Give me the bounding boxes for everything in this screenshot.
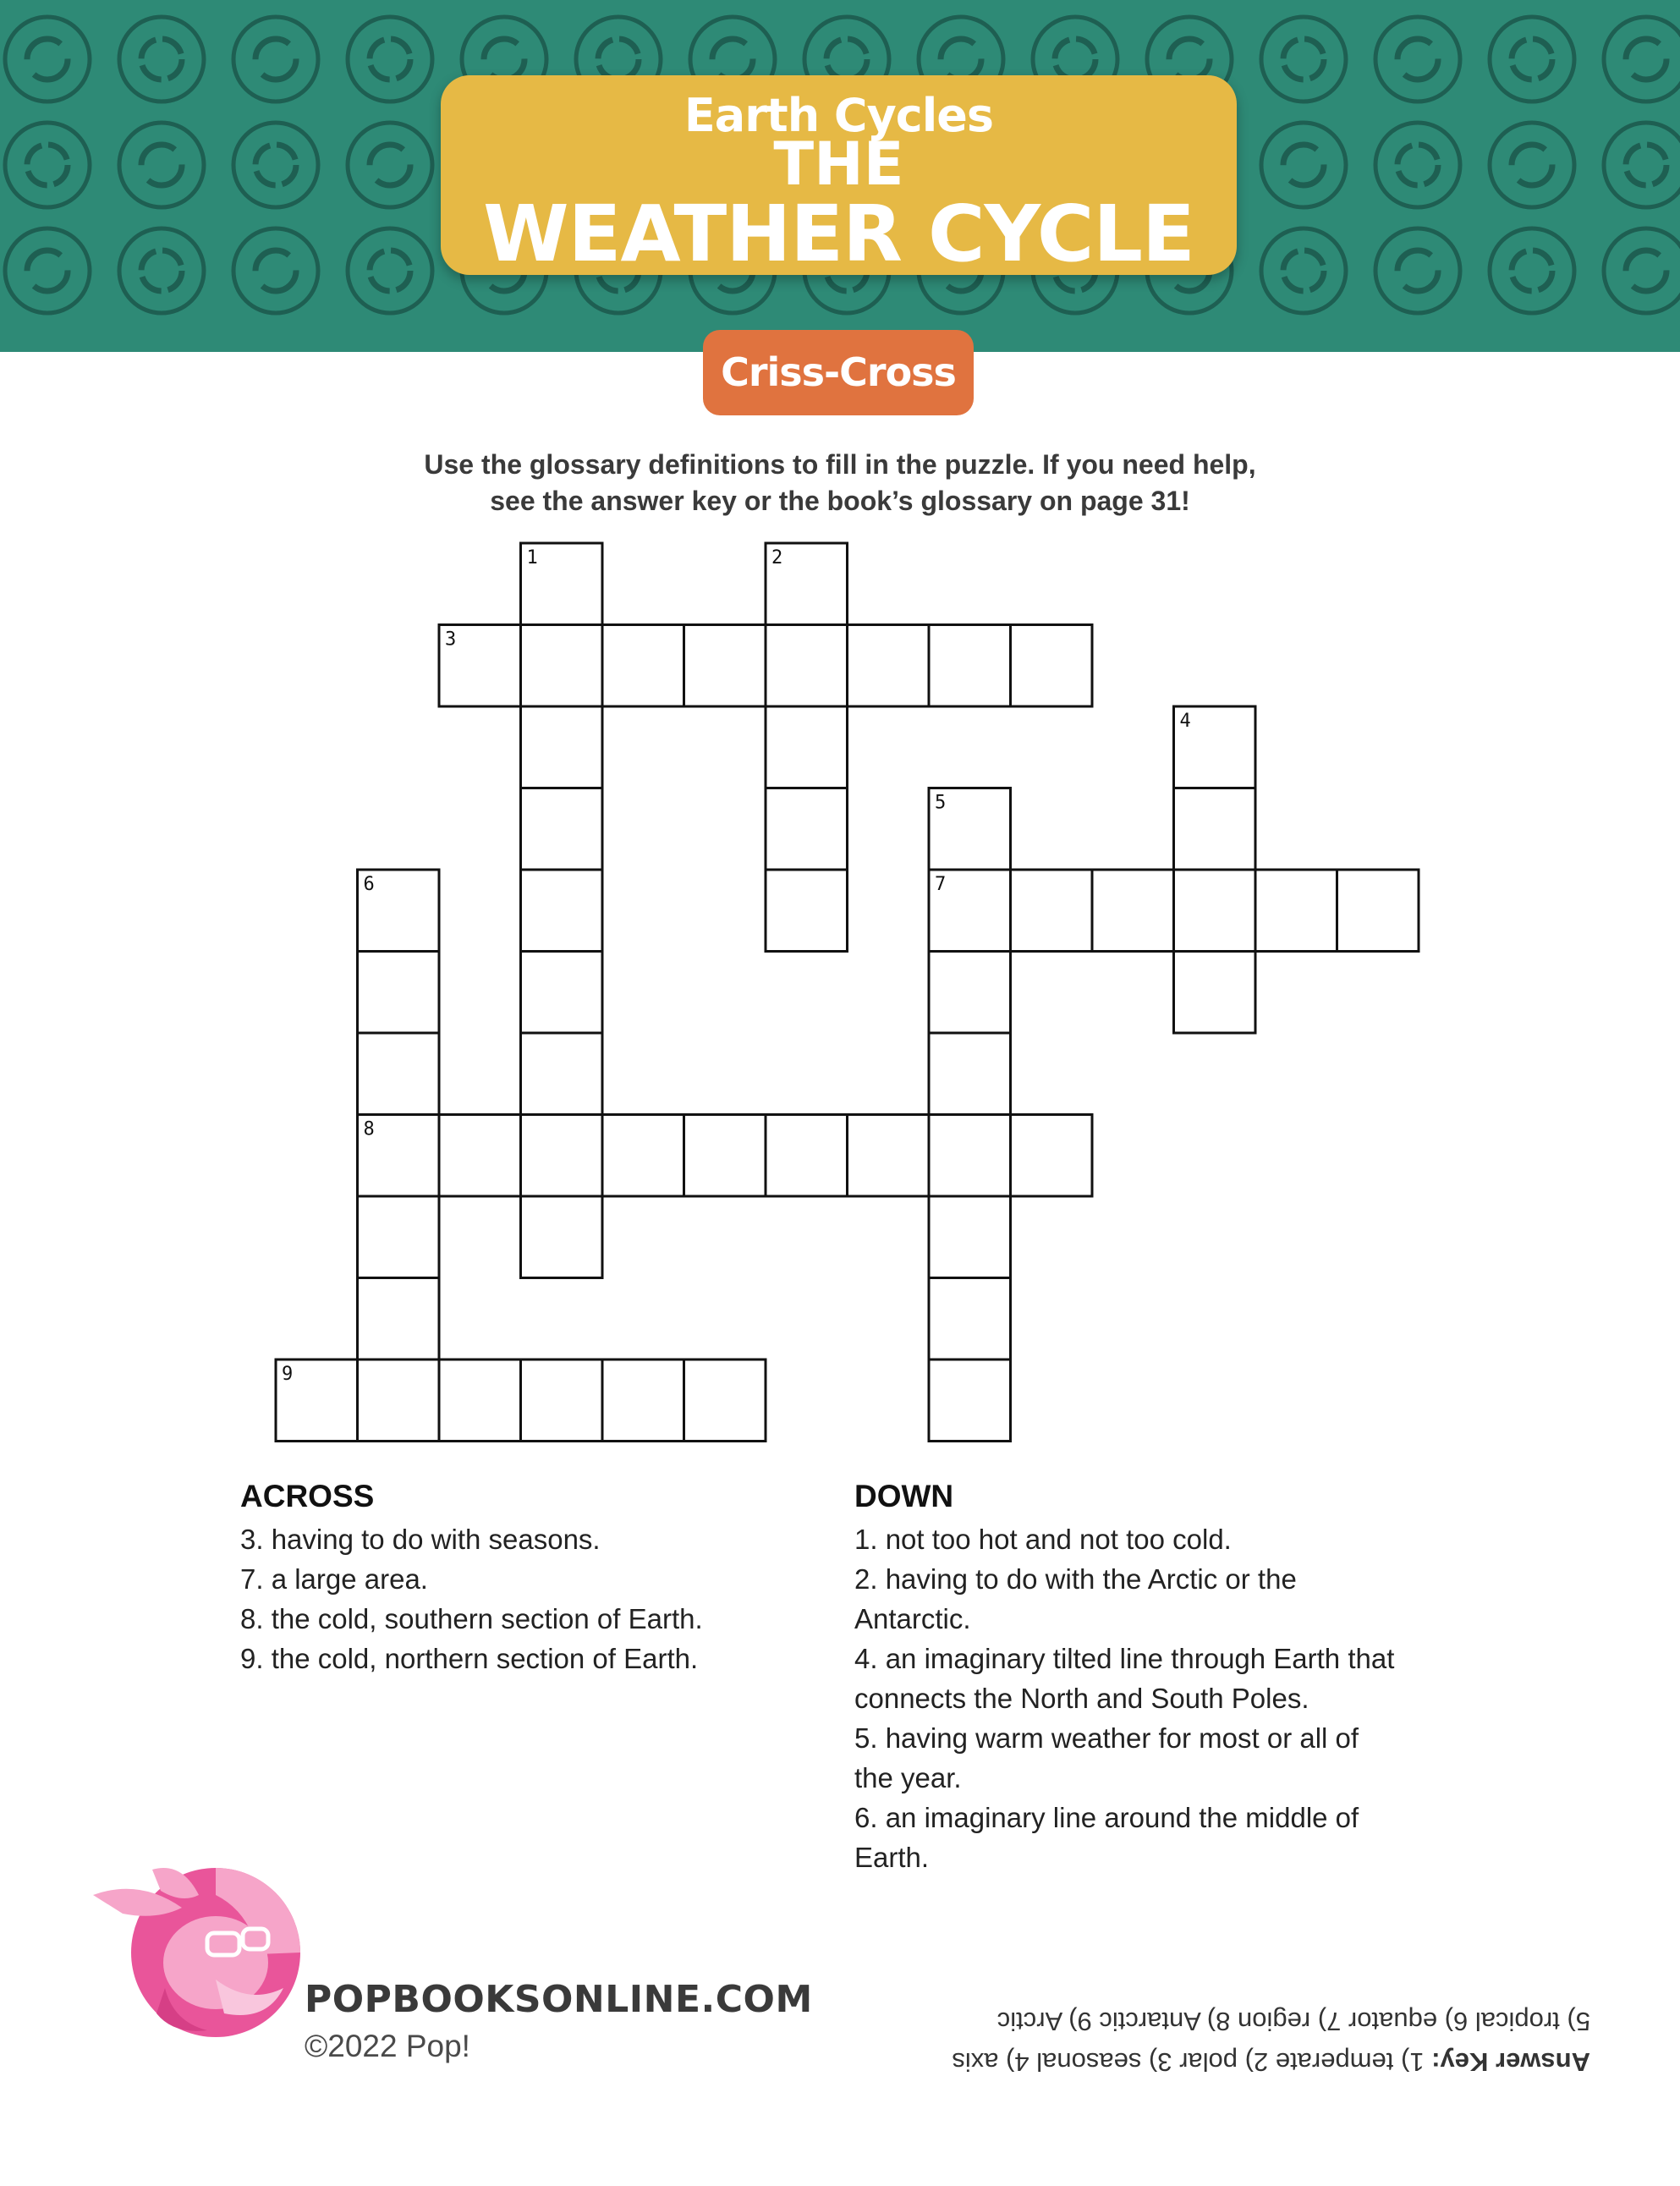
crossword-cell[interactable]: [1011, 870, 1093, 952]
down-clue: 6. an imaginary line around the middle of: [854, 1802, 1359, 1833]
crossword-cell[interactable]: [684, 1115, 766, 1197]
crossword-cell[interactable]: [602, 625, 684, 707]
crossword-cell[interactable]: [358, 1033, 440, 1115]
crossword-cell[interactable]: [358, 1196, 440, 1278]
crossword-cell[interactable]: [439, 1115, 521, 1197]
down-clue: 2. having to do with the Arctic or the: [854, 1563, 1297, 1595]
page-title-line1: THE: [773, 129, 904, 199]
crossword-cell[interactable]: [766, 706, 848, 788]
clue-number: 9: [282, 1364, 294, 1385]
crossword-cell[interactable]: [521, 625, 603, 707]
down-heading: DOWN: [854, 1479, 954, 1513]
crossword-cell[interactable]: [684, 1359, 766, 1442]
crossword-cell[interactable]: [1255, 870, 1337, 952]
across-clues: [240, 1519, 703, 1678]
crossword-cell[interactable]: [1011, 625, 1093, 707]
clue-number: 8: [363, 1118, 375, 1140]
crossword-cell[interactable]: [929, 952, 1011, 1034]
series-title: Earth Cycles: [684, 89, 994, 142]
crossword-cell[interactable]: [929, 1359, 1011, 1442]
clue-number: 6: [363, 874, 375, 895]
answer-key-label: Answer Key:: [1431, 2047, 1590, 2077]
crossword-cell[interactable]: [766, 625, 848, 707]
clue-number: 7: [935, 874, 947, 895]
down-clue: 1. not too hot and not too cold.: [854, 1524, 1232, 1555]
clue-number: 2: [771, 547, 783, 568]
down-clue: 4. an imaginary tilted line through Earth that: [854, 1643, 1395, 1674]
crossword-cell[interactable]: [521, 788, 603, 871]
crossword-cell[interactable]: [521, 1359, 603, 1442]
crossword-cell[interactable]: [521, 870, 603, 952]
instructions-line2: see the answer key or the book’s glossary on page 31!: [490, 486, 1190, 516]
crossword-cell[interactable]: [521, 1196, 603, 1278]
crossword-cell[interactable]: [521, 706, 603, 788]
popbooks-logo-icon: [89, 1861, 309, 2039]
down-clue: Antarctic.: [854, 1603, 971, 1634]
crossword-cell[interactable]: [848, 625, 930, 707]
crossword-cell[interactable]: [1011, 1115, 1093, 1197]
crossword-cell[interactable]: [358, 1359, 440, 1442]
crossword-cell[interactable]: [684, 625, 766, 707]
crossword-cell[interactable]: [521, 1033, 603, 1115]
crossword-cell[interactable]: [929, 1033, 1011, 1115]
across-clue: 8. the cold, southern section of Earth.: [240, 1603, 703, 1634]
across-clue: 7. a large area.: [240, 1563, 428, 1595]
across-clue: 9. the cold, northern section of Earth.: [240, 1643, 699, 1674]
crossword-cell[interactable]: [766, 788, 848, 871]
instructions-line1: Use the glossary definitions to fill in the puzzle. If you need help,: [424, 449, 1256, 480]
page-title-line2: WEATHER CYCLE: [483, 189, 1194, 279]
crossword-cell[interactable]: [1174, 952, 1256, 1034]
copyright: ©2022 Pop!: [305, 2029, 470, 2063]
clue-number: 3: [445, 629, 457, 651]
clue-number: 5: [935, 792, 947, 814]
crossword-cell[interactable]: [439, 1359, 521, 1442]
crossword-cell[interactable]: [766, 870, 848, 952]
crossword-cell[interactable]: [929, 1196, 1011, 1278]
crossword-cell[interactable]: [602, 1115, 684, 1197]
clue-number: 4: [1179, 711, 1191, 732]
crossword-cell[interactable]: [929, 1278, 1011, 1360]
down-clue: the year.: [854, 1762, 962, 1793]
crossword-cell[interactable]: [521, 1115, 603, 1197]
crossword-cell[interactable]: [929, 1115, 1011, 1197]
crossword-cell[interactable]: [1174, 870, 1256, 952]
website-link[interactable]: POPBOOKSONLINE.COM: [305, 1978, 813, 2021]
crossword-cell[interactable]: [848, 1115, 930, 1197]
crossword-cell[interactable]: [602, 1359, 684, 1442]
crossword-cell[interactable]: [1174, 788, 1256, 871]
down-clue: 5. having warm weather for most or all of: [854, 1722, 1359, 1754]
activity-badge: Criss-Cross: [703, 330, 974, 415]
crossword-cell[interactable]: [358, 952, 440, 1034]
answer-key-text1: 1) temperate 2) polar 3) seasonal 4) axis: [952, 2047, 1432, 2077]
crossword-cell[interactable]: [521, 952, 603, 1034]
crossword-cell[interactable]: [929, 625, 1011, 707]
crossword-cell[interactable]: [766, 1115, 848, 1197]
across-clue: 3. having to do with seasons.: [240, 1524, 601, 1555]
crossword-cell[interactable]: [358, 1278, 440, 1360]
clue-number: 1: [526, 547, 538, 568]
answer-key: [854, 2001, 1590, 2082]
down-clue: connects the North and South Poles.: [854, 1683, 1309, 1714]
down-clue: Earth.: [854, 1842, 930, 1873]
across-heading: ACROSS: [240, 1479, 375, 1513]
answer-key-text2: 5) tropical 6) equator 7) region 8) Antarctic 9) Arctic: [996, 2007, 1590, 2036]
crossword-cell[interactable]: [1337, 870, 1419, 952]
down-clues: [854, 1519, 1394, 1877]
crossword-cell[interactable]: [1092, 870, 1174, 952]
answer-key-line1: [854, 2041, 1590, 2082]
